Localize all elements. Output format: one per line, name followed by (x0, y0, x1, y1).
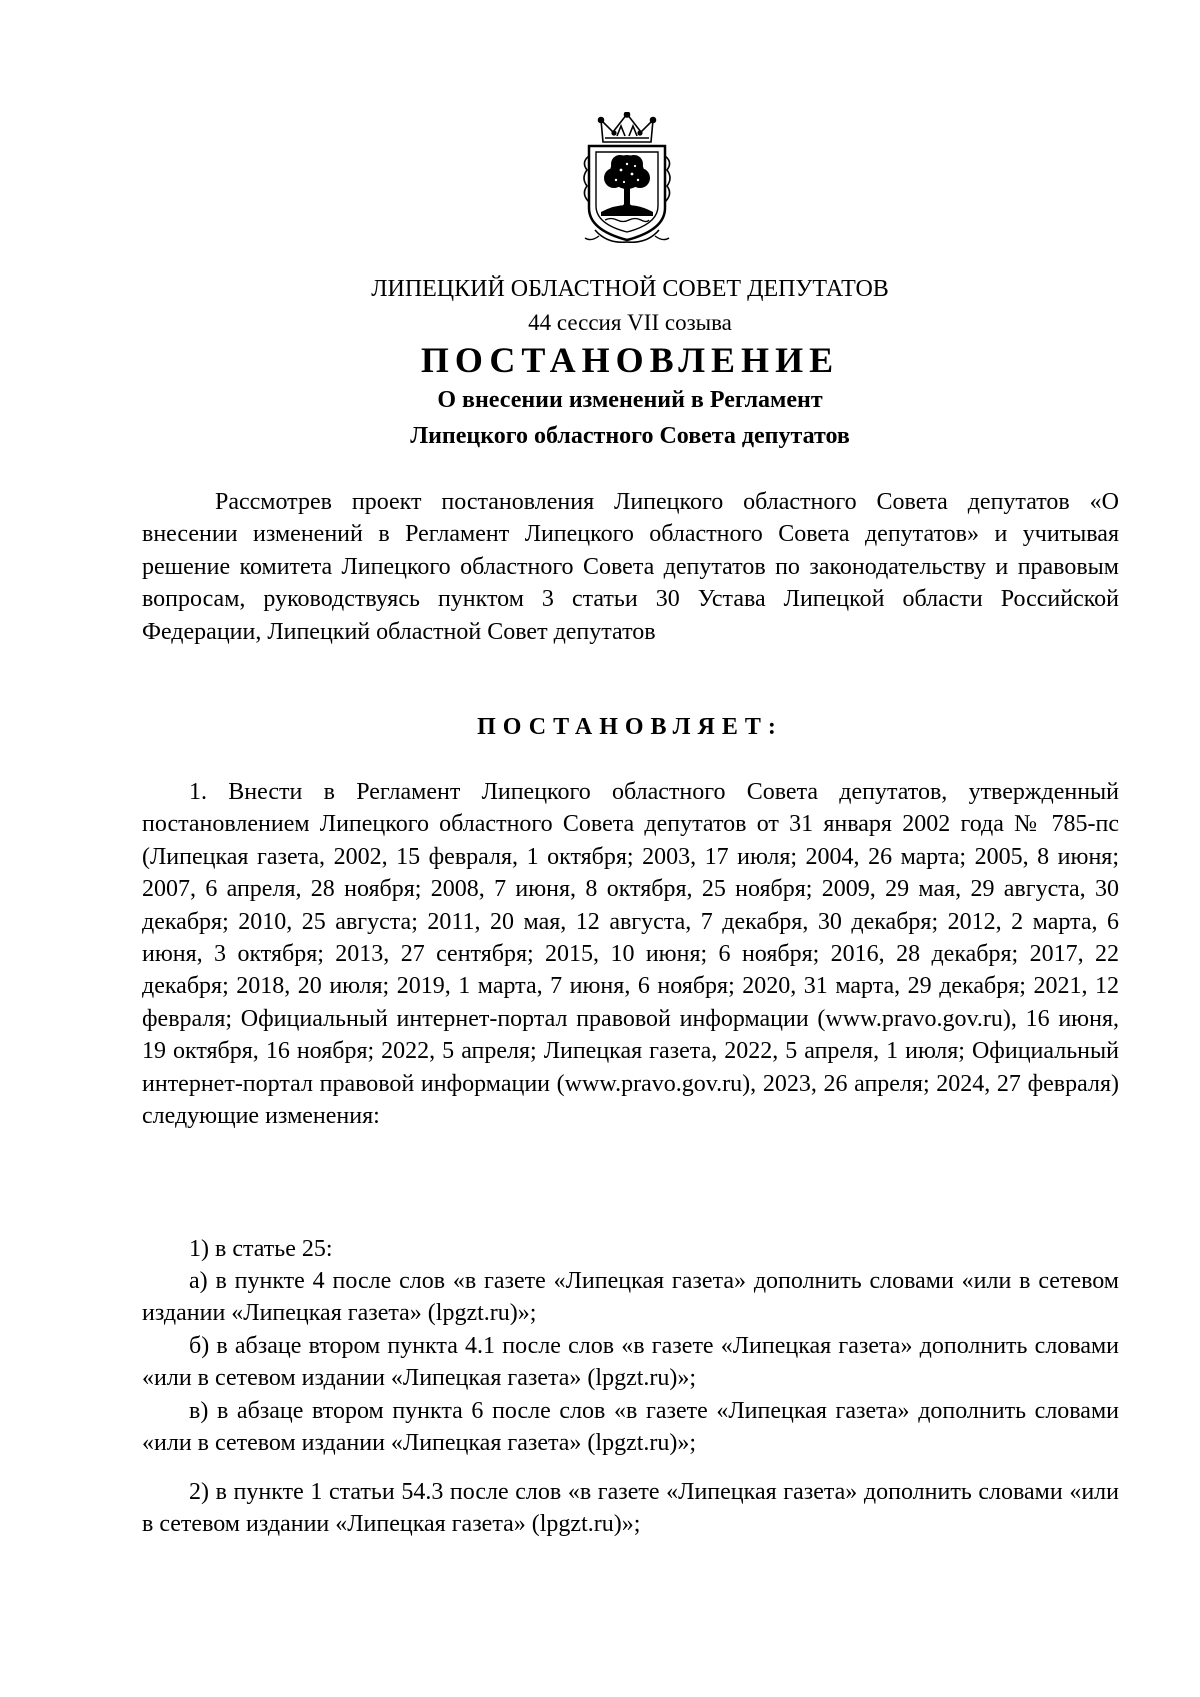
document-type-title: ПОСТАНОВЛЕНИЕ (420, 340, 840, 380)
document-subject-line-1: О внесении изменений в Регламент (437, 387, 823, 413)
resolves-heading: ПОСТАНОВЛЯЕТ: (477, 714, 783, 740)
session-number: 44 сессия VII созыва (528, 310, 732, 335)
coat-of-arms-icon (577, 112, 677, 246)
preamble-paragraph: Рассмотрев проект постановления Липецкого областного Совета депутатов «О внесении изменений в Регламент Липецкого областного Совета депутатов» и учитывая решение комитета Липецкого областного Совета депутатов по законодательству и правовым вопросам, руководствуясь пунктом 3 статьи 30 Устава Липецкой области Российской Федерации, Липецкий областной Совет депутатов (142, 489, 1119, 645)
organization-name: ЛИПЕЦКИЙ ОБЛАСТНОЙ СОВЕТ ДЕПУТАТОВ (371, 276, 889, 302)
subitem-1-heading: 1) в статье 25: (189, 1236, 333, 1262)
subitem-1c-paragraph: в) в абзаце втором пункта 6 после слов «в газете «Липецкая газета» дополнить словами «или в сетевом издании «Липецкая газета» (lpgzt.ru)»; (142, 1398, 1119, 1457)
subitem-1b-paragraph: б) в абзаце втором пункта 4.1 после слов «в газете «Липецкая газета» дополнить словами «или в сетевом издании «Липецкая газета» (lpgzt.ru)»; (142, 1333, 1119, 1392)
subitem-1a-paragraph: а) в пункте 4 после слов «в газете «Липецкая газета» дополнить словами «или в сетевом издании «Липецкая газета» (lpgzt.ru)»; (142, 1268, 1119, 1327)
document-subject-line-2: Липецкого областного Совета депутатов (410, 423, 850, 449)
subitem-2-paragraph: 2) в пункте 1 статьи 54.3 после слов «в газете «Липецкая газета» дополнить словами «или в сетевом издании «Липецкая газета» (lpgzt.ru)»; (142, 1479, 1119, 1538)
item-1-paragraph: 1. Внести в Регламент Липецкого областного Совета депутатов, утвержденный постановлением Липецкого областного Совета депутатов от 31 января 2002 года № 785-пс (Липецкая газета, 2002, 15 февраля, 1 октября; 2003, 17 июля; 2004, 26 марта; 2005, 8 июня; 2007, 6 апреля, 28 ноября; 2008, 7 июня, 8 октября, 25 ноября; 2009, 29 мая, 29 августа, 30 декабря; 2010, 25 августа; 2011, 20 мая, 12 августа, 7 декабря, 30 декабря; 2012, 2 марта, 6 июня, 3 октября; 2013, 27 сентября; 2015, 10 июня; 6 ноября; 2016, 28 декабря; 2017, 22 декабря; 2018, 20 июля; 2019, 1 марта, 7 июня, 6 ноября; 2020, 31 марта, 29 декабря; 2021, 12 февраля; Официальный интернет-портал правовой информации (www.pravo.gov.ru), 16 июня, 19 октября, 16 ноября; 2022, 5 апреля; Липецкая газета, 2022, 5 апреля, 1 июля; Официальный интернет-портал правовой информации (www.pravo.gov.ru), 2023, 26 апреля; 2024, 27 февраля) следующие изменения: (142, 779, 1119, 1130)
